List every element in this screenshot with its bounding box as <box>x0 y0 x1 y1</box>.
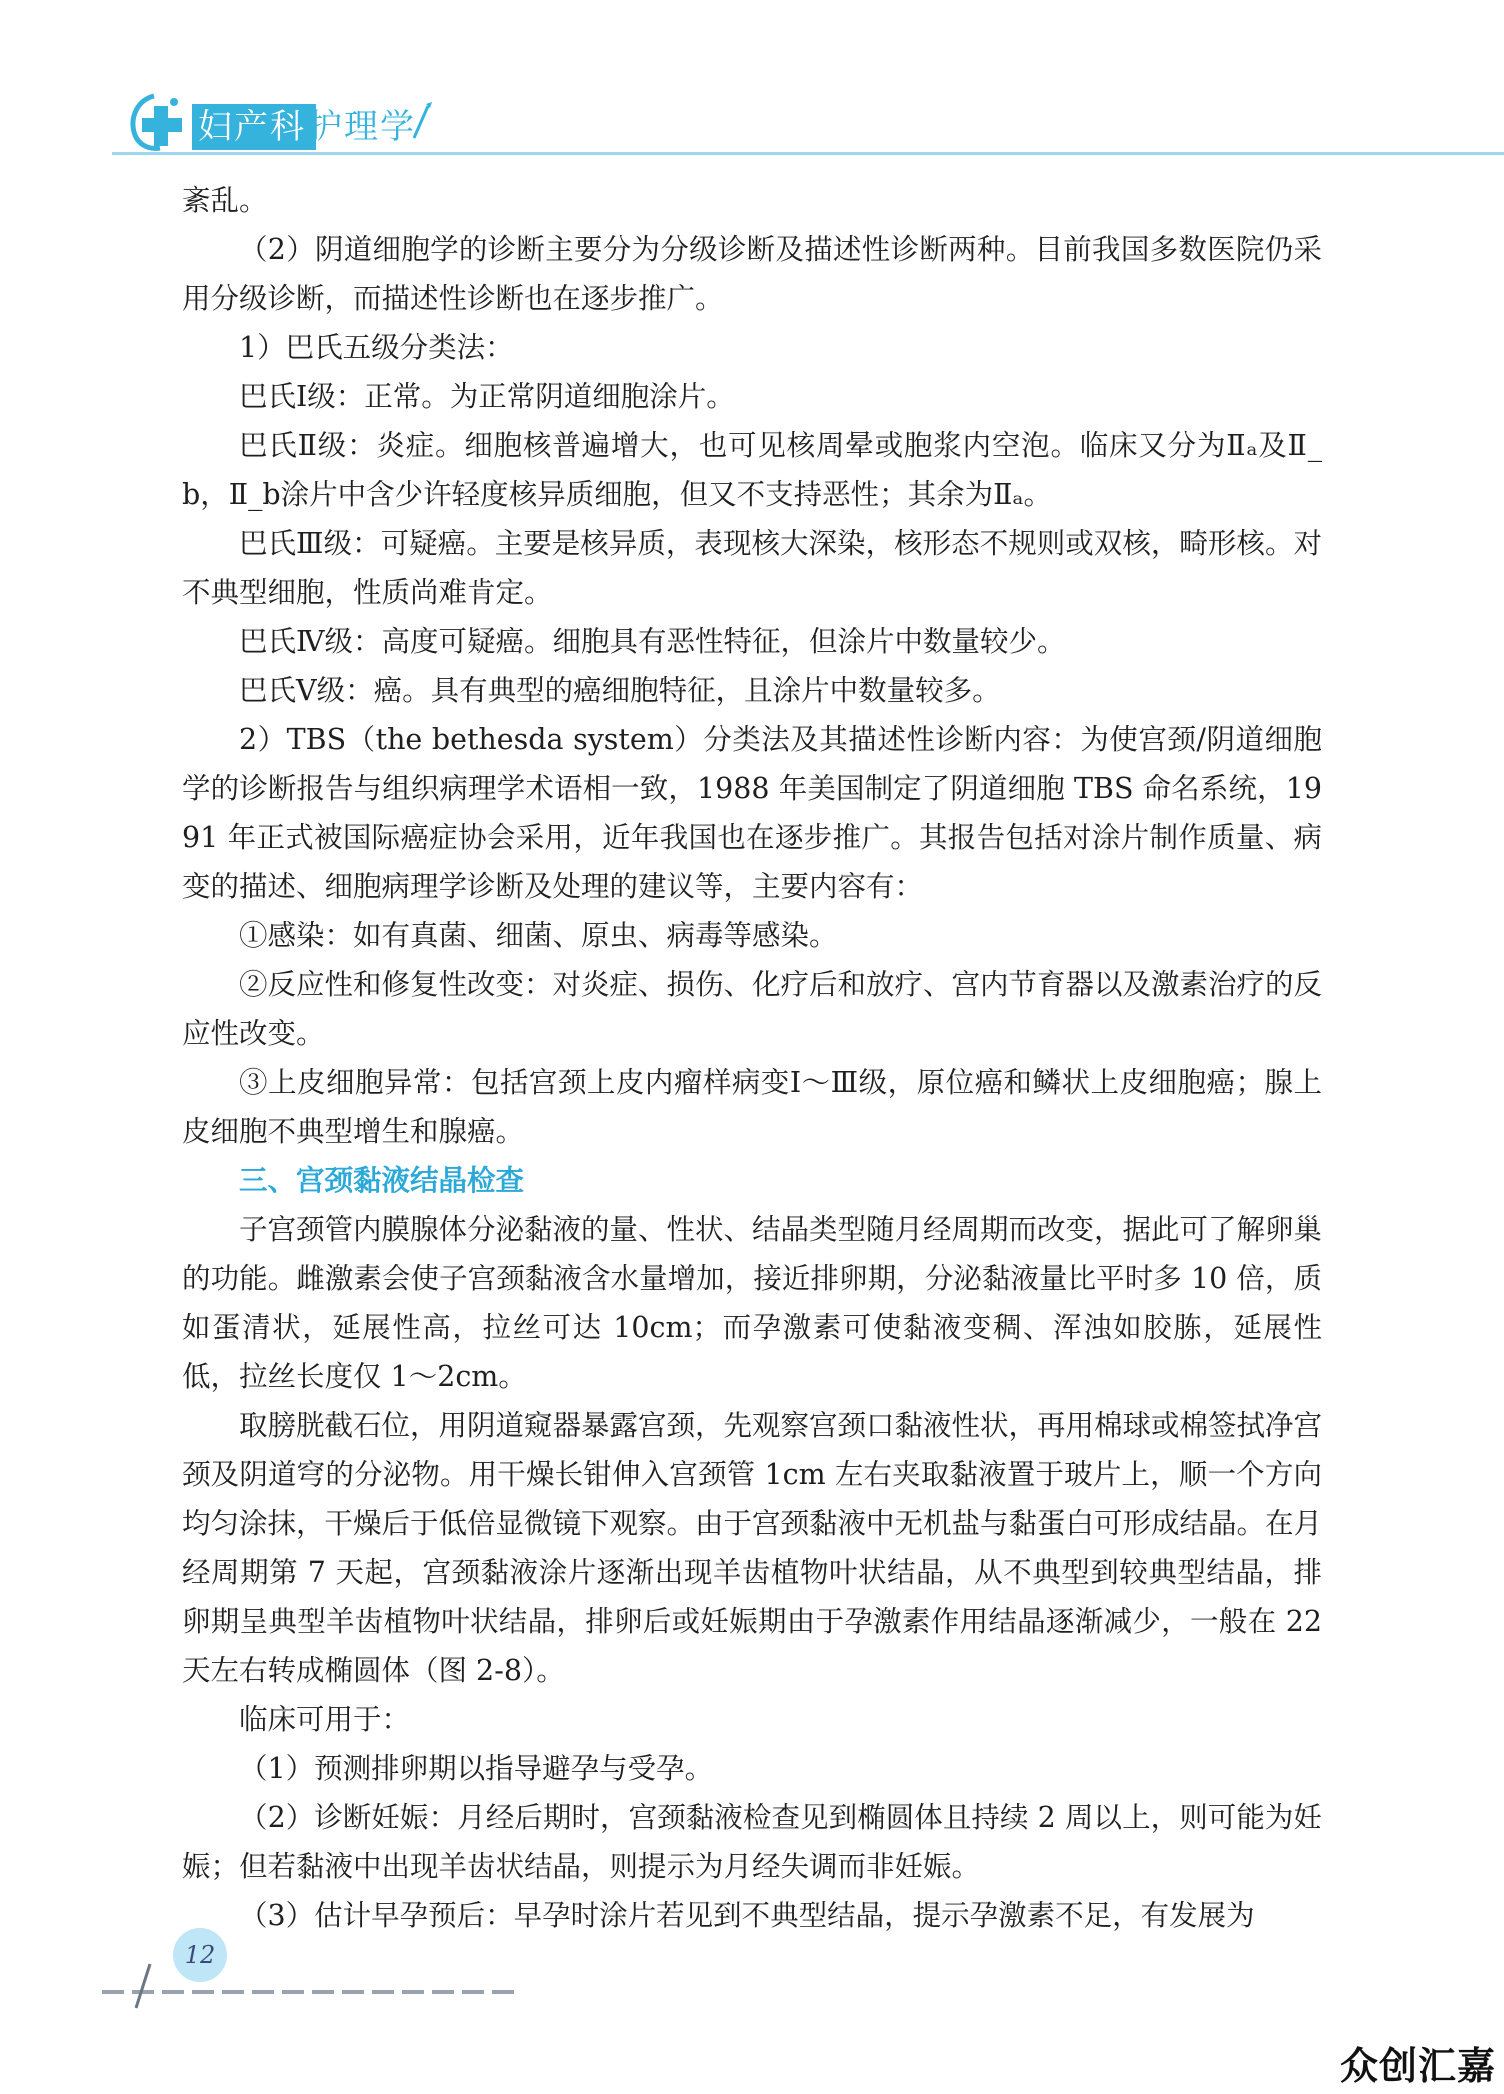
paragraph: （2）诊断妊娠：月经后期时，宫颈黏液检查见到椭圆体且持续 2 周以上，则可能为妊娠；但若黏液中出现羊齿状结晶，则提示为月经失调而非妊娠。 <box>182 1801 1322 1883</box>
header-title-primary: 妇产科 <box>192 104 316 150</box>
paragraph: 1）巴氏五级分类法： <box>239 331 514 364</box>
footer-dash-line <box>102 1984 522 2000</box>
page-header <box>0 0 1504 160</box>
page-body <box>182 176 1322 1940</box>
paragraph: 临床可用于： <box>239 1703 411 1736</box>
paragraph: 子宫颈管内膜腺体分泌黏液的量、性状、结晶类型随月经周期而改变，据此可了解卵巢的功能。雌激素会使子宫颈黏液含水量增加，接近排卵期，分泌黏液量比平时多 10 倍，质如蛋清状，延展性高，拉丝可达 10cm；而孕激素可使黏液变稠、浑浊如胶胨，延展性低，拉丝长度仅 1～2cm。 <box>182 1213 1323 1393</box>
paragraph: （1）预测排卵期以指导避孕与受孕。 <box>239 1752 714 1785</box>
pen-mark-icon <box>408 100 434 140</box>
paragraph: ③上皮细胞异常：包括宫颈上皮内瘤样病变Ⅰ～Ⅲ级，原位癌和鳞状上皮细胞癌；腺上皮细胞不典型增生和腺癌。 <box>182 1066 1322 1148</box>
paragraph: 巴氏Ⅴ级：癌。具有典型的癌细胞特征，且涂片中数量较多。 <box>239 674 1001 707</box>
paragraph: 2）TBS（the bethesda system）分类法及其描述性诊断内容：为使宫颈/阴道细胞学的诊断报告与组织病理学术语相一致，1988 年美国制定了阴道细胞 TBS 命名系统，1991 年正式被国际癌症协会采用，近年我国也在逐步推广。其报告包括对涂片制作质量、病变的描述、细胞病理学诊断及处理的建议等，主要内容有： <box>182 723 1322 903</box>
paragraph: 紊乱。 <box>182 184 268 217</box>
cross-logo-icon <box>124 92 190 152</box>
section-heading: 三、宫颈黏液结晶检查 <box>239 1164 525 1197</box>
paragraph: （2）阴道细胞学的诊断主要分为分级诊断及描述性诊断两种。目前我国多数医院仍采用分级诊断，而描述性诊断也在逐步推广。 <box>182 233 1322 315</box>
paragraph: ②反应性和修复性改变：对炎症、损伤、化疗后和放疗、宫内节育器以及激素治疗的反应性改变。 <box>182 968 1323 1050</box>
paragraph: （3）估计早孕预后：早孕时涂片若见到不典型结晶，提示孕激素不足，有发展为 <box>239 1899 1255 1932</box>
brand-watermark: 众创汇嘉 <box>1339 2044 1496 2088</box>
footer-slash-icon <box>132 1962 154 2010</box>
page-number: 12 <box>173 1928 227 1982</box>
paragraph: 巴氏Ⅲ级：可疑癌。主要是核异质，表现核大深染，核形态不规则或双核，畸形核。对不典型细胞，性质尚难肯定。 <box>182 527 1322 609</box>
paragraph: 巴氏Ⅳ级：高度可疑癌。细胞具有恶性特征，但涂片中数量较少。 <box>239 625 1066 658</box>
header-rule <box>112 152 1504 155</box>
paragraph: ①感染：如有真菌、细菌、原虫、病毒等感染。 <box>239 919 838 952</box>
paragraph: 巴氏Ⅰ级：正常。为正常阴道细胞涂片。 <box>239 380 735 413</box>
paragraph: 巴氏Ⅱ级：炎症。细胞核普遍增大，也可见核周晕或胞浆内空泡。临床又分为Ⅱₐ及Ⅱ_b，Ⅱ_b涂片中含少许轻度核异质细胞，但又不支持恶性；其余为Ⅱₐ。 <box>182 429 1322 511</box>
header-title-secondary: 护理学 <box>308 107 416 147</box>
paragraph: 取膀胱截石位，用阴道窥器暴露宫颈，先观察宫颈口黏液性状，再用棉球或棉签拭净宫颈及阴道穹的分泌物。用干燥长钳伸入宫颈管 1cm 左右夹取黏液置于玻片上，顺一个方向均匀涂抹，干燥后于低倍显微镜下观察。由于宫颈黏液中无机盐与黏蛋白可形成结晶。在月经周期第 7 天起，宫颈黏液涂片逐渐出现羊齿植物叶状结晶，从不典型到较典型结晶，排卵期呈典型羊齿植物叶状结晶，排卵后或妊娠期由于孕激素作用结晶逐渐减少，一般在 22 天左右转成椭圆体（图 2-8）。 <box>182 1409 1323 1687</box>
